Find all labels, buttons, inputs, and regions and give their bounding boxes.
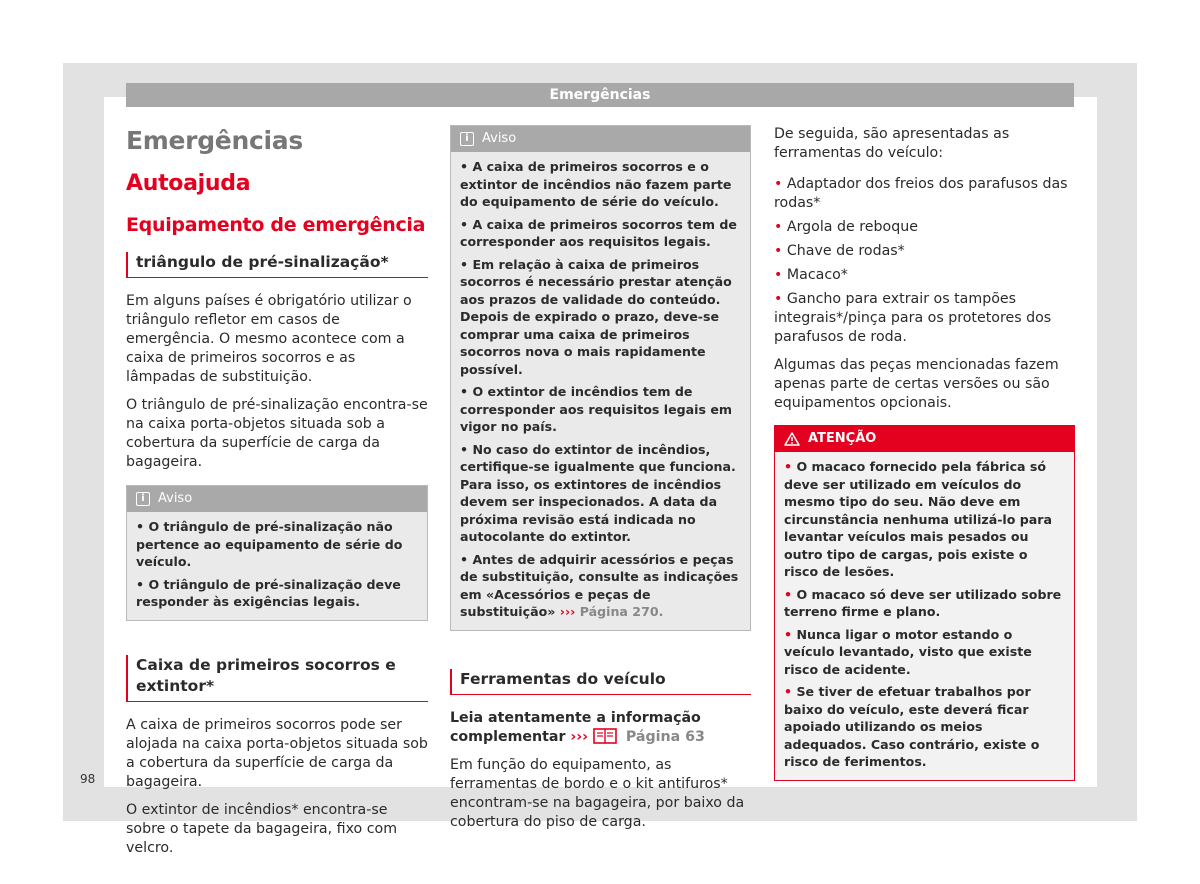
- paragraph: O extintor de incêndios* encontra-se sobre o tapete da bagageira, fixo com velcro.: [126, 801, 398, 856]
- paragraph: A caixa de primeiros socorros pode ser alojada na caixa porta-objetos situada sob a cobertura da superfície de carga da bagageira.: [126, 716, 428, 790]
- heading-first-aid: Caixa de primeiros socorros e extintor*: [126, 655, 428, 702]
- aviso-item: • O extintor de incêndios tem de corresponder aos requisitos legais em vigor no país.: [460, 384, 733, 434]
- paragraph: Algumas das peças mencionadas fazem apenas parte de certas versões ou são equipamentos opcionais.: [774, 357, 1059, 411]
- aviso-item: • Antes de adquirir acessórios e peças de substituição, consulte as indicações em «Acessórios e peças de substituição» ››› Página 270.: [460, 551, 739, 619]
- tools-list: [774, 175, 1075, 347]
- paragraph: De seguida, são apresentadas as ferramentas do veículo:: [774, 126, 1010, 161]
- aviso-box-triangle: [126, 485, 428, 621]
- aviso-item: • A caixa de primeiros socorros tem de corresponder aos requisitos legais.: [460, 216, 737, 249]
- atencao-header: [775, 426, 1074, 452]
- subsection-title: Equipamento de emergência: [126, 214, 426, 236]
- link-arrows: ›››: [570, 728, 588, 745]
- page-270-link[interactable]: Página 270.: [579, 604, 664, 619]
- list-item: • Argola de reboque: [774, 219, 918, 235]
- aviso-header: [451, 126, 750, 152]
- section-title: Autoajuda: [126, 171, 251, 196]
- atencao-item: • Nunca ligar o motor estando o veículo levantado, visto que existe risco de acidente.: [784, 626, 1032, 677]
- list-item: • Macaco*: [774, 267, 848, 283]
- paragraph: Em alguns países é obrigatório utilizar o triângulo refletor em casos de emergência. O mesmo acontece com a caixa de primeiros socorros e as lâmpadas de substituição.: [126, 293, 412, 385]
- info-icon: i: [460, 132, 474, 146]
- aviso-header: [127, 486, 427, 512]
- aviso-body: [451, 152, 750, 630]
- warning-icon: [784, 432, 800, 446]
- atencao-item: • O macaco só deve ser utilizado sobre terreno firme e plano.: [784, 586, 1062, 619]
- aviso-body: [127, 512, 427, 620]
- aviso-item: • A caixa de primeiros socorros e o extintor de incêndios não fazem parte do equipamento de série do veículo.: [460, 159, 732, 209]
- chapter-title: Emergências: [126, 126, 303, 155]
- aviso-item: • O triângulo de pré-sinalização não pertence ao equipamento de série do veículo.: [136, 519, 403, 569]
- column-1: [126, 125, 428, 867]
- heading-triangle: triângulo de pré-sinalização*: [126, 252, 428, 278]
- page-63-link[interactable]: Página 63: [625, 728, 705, 745]
- atencao-title: ATENÇÃO: [808, 431, 877, 446]
- atencao-box: [774, 425, 1075, 781]
- aviso-title: Aviso: [482, 131, 517, 146]
- list-item: • Gancho para extrair os tampões integrais*/pinça para os protetores dos parafusos de roda.: [774, 291, 1052, 345]
- aviso-item: • No caso do extintor de incêndios, certifique-se igualmente que funciona. Para isso, os extintores de incêndios devem ser inspecionados. A data da próxima revisão está indicada no autocolante do extintor.: [460, 441, 736, 544]
- lead-paragraph: Leia atentamente a informação complementar ››› Página 63: [450, 709, 705, 745]
- column-3: [774, 125, 1075, 781]
- link-arrows: ›››: [559, 604, 576, 619]
- list-item: • Chave de rodas*: [774, 243, 905, 259]
- atencao-item: • Se tiver de efetuar trabalhos por baixo do veículo, este deverá ficar apoiado utilizando os meios adequados. Caso contrário, existe o risco de ferimentos.: [784, 684, 1040, 769]
- info-icon: i: [136, 492, 150, 506]
- chapter-header: Emergências: [126, 83, 1074, 107]
- page-number: 98: [80, 772, 96, 786]
- atencao-item: • O macaco fornecido pela fábrica só deve ser utilizado em veículos do mesmo tipo do seu. Não deve em circunstância nenhuma utilizá-lo para levantar veículos mais pesados ou outro tipo de cargas, pois existe o risco de lesões.: [784, 459, 1053, 579]
- aviso-item: • O triângulo de pré-sinalização deve responder às exigências legais.: [136, 576, 401, 609]
- column-2: [450, 125, 751, 841]
- aviso-title: Aviso: [158, 491, 193, 506]
- aviso-box-first-aid: [450, 125, 751, 631]
- atencao-body: [775, 452, 1074, 780]
- list-item: • Adaptador dos freios dos parafusos das rodas*: [774, 176, 1068, 211]
- paragraph: O triângulo de pré-sinalização encontra-se na caixa porta-objetos situada sob a cobertura da superfície de carga da bagageira.: [126, 397, 428, 470]
- heading-tools: Ferramentas do veículo: [450, 669, 751, 695]
- aviso-item: • Em relação à caixa de primeiros socorros é necessário prestar atenção aos prazos de validade do conteúdo. Depois de expirado o prazo, deve-se comprar uma caixa de primeiros socorros nova o mais rapidamente possível.: [460, 256, 732, 377]
- paragraph: Em função do equipamento, as ferramentas de bordo e o kit antifuros* encontram-se na bagageira, por baixo da cobertura do piso de carga.: [450, 756, 745, 830]
- book-icon: [593, 728, 617, 744]
